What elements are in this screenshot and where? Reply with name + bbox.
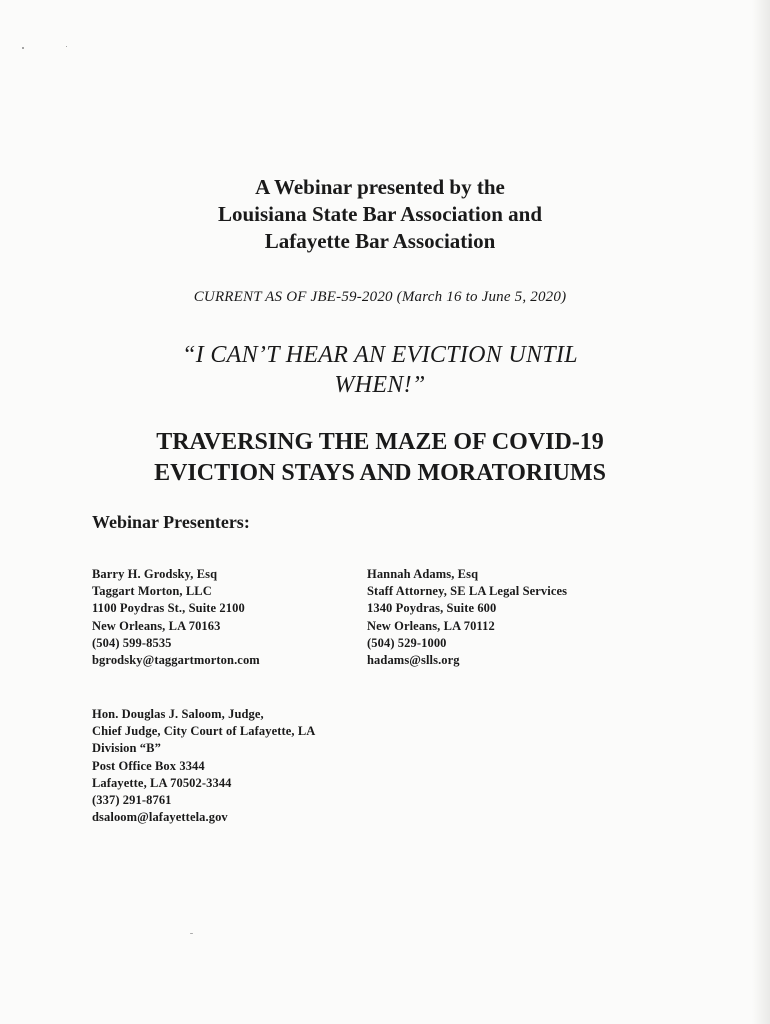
- current-as-of-note: CURRENT AS OF JBE-59-2020 (March 16 to June 5, 2020): [193, 289, 567, 305]
- scan-speck: [22, 47, 24, 49]
- presenter-line: Staff Attorney, SE LA Legal Services: [367, 584, 568, 599]
- presenter-line: Hon. Douglas J. Saloom, Judge,: [92, 707, 264, 721]
- page-edge-shadow: [752, 0, 770, 1024]
- quote-heading: [0, 340, 760, 400]
- webinar-header: [0, 174, 760, 255]
- title-line: TRAVERSING THE MAZE OF COVID-19: [156, 429, 604, 455]
- presenter-line: (337) 291-8761: [92, 793, 172, 808]
- presenter-line: Taggart Morton, LLC: [92, 584, 212, 599]
- presenter-line: Lafayette, LA 70502-3344: [92, 775, 232, 790]
- presenter-line: (504) 599-8535: [92, 635, 172, 650]
- presenter-email: hadams@slls.org: [367, 653, 460, 668]
- scan-speck: [66, 46, 67, 47]
- presenter-line: Post Office Box 3344: [92, 758, 205, 773]
- presenter-line: (504) 529-1000: [367, 635, 447, 650]
- presenter-line: New Orleans, LA 70112: [367, 618, 495, 633]
- presenter-contact-grodsky: [92, 566, 260, 669]
- header-line: Lafayette Bar Association: [264, 229, 496, 253]
- header-line: Louisiana State Bar Association and: [217, 202, 542, 226]
- presenter-line: Chief Judge, City Court of Lafayette, LA: [92, 724, 316, 739]
- header-line: A Webinar presented by the: [255, 175, 505, 199]
- document-title: [0, 427, 760, 489]
- presenter-line: Barry H. Grodsky, Esq: [92, 567, 218, 581]
- presenter-line: 1100 Poydras St., Suite 2100: [92, 601, 245, 616]
- presenter-line: 1340 Poydras, Suite 600: [367, 601, 497, 616]
- scan-speck: [190, 933, 193, 934]
- quote-line: “I CAN’T HEAR AN EVICTION UNTIL: [182, 342, 578, 368]
- presenter-line: New Orleans, LA 70163: [92, 618, 221, 633]
- presenter-email: dsaloom@lafayettela.gov: [92, 810, 228, 825]
- title-line: EVICTION STAYS AND MORATORIUMS: [154, 460, 606, 486]
- presenter-contact-adams: [367, 566, 567, 669]
- presenter-line: Hannah Adams, Esq: [367, 567, 479, 581]
- presenter-email: bgrodsky@taggartmorton.com: [92, 653, 260, 668]
- presenters-heading: Webinar Presenters:: [92, 512, 250, 532]
- presenter-line: Division “B”: [92, 741, 161, 756]
- quote-line: WHEN!”: [334, 372, 426, 398]
- presenter-contact-saloom: [92, 706, 315, 826]
